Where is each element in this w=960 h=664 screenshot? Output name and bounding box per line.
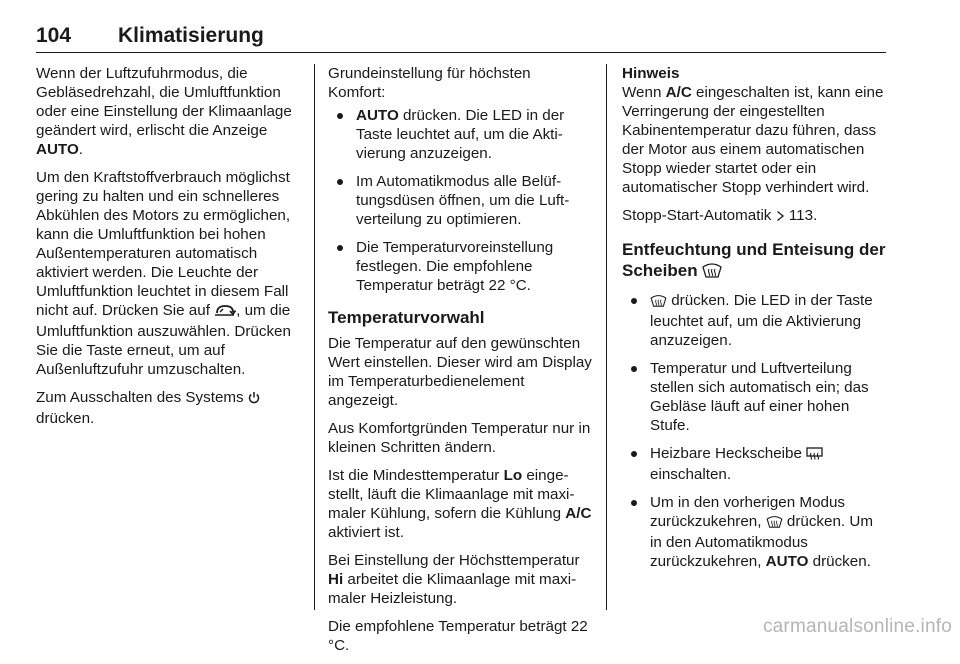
windscreen-defrost-icon <box>650 293 667 312</box>
paragraph: Wenn der Luftzufuhrmodus, die Gebläsedrehzahl, die Umluftfunktion oder eine Einstellung der Klimaanlage geändert wird, erlischt die Anzeige AUTO. <box>36 65 292 158</box>
paragraph: Bei Einstellung der Höchsttemperatur Hi arbeitet die Klimaanlage mit maximaler Heizleistung. <box>328 552 580 607</box>
section-heading: Entfeuchtung und Enteisung der Scheiben <box>622 239 888 283</box>
note-box: Hinweis Wenn A/C eingeschalten ist, kann eine Verringerung der eingestellten Kabinentemperatur dazu führen, dass der Motor aus einem automatischen Stopp wieder startet oder ein automatischer Stopp verhindert wird. <box>622 64 888 197</box>
bullet-list <box>622 291 888 571</box>
list-item: Um in den vorherigen Modus zurückzukehren, drücken. Um in den Automatikmodus zurückzukehren, AUTO drücken. <box>622 493 888 571</box>
page-reference-arrow-icon <box>776 208 785 227</box>
section-heading: Temperaturvorwahl <box>328 308 485 327</box>
list-item: Heizbare Heckscheibe einschalten. <box>622 444 888 484</box>
windscreen-defrost-icon <box>702 262 722 283</box>
recirculation-icon <box>214 303 236 322</box>
power-icon <box>248 390 260 409</box>
list-item: Die Temperaturvoreinstellung festlegen. Die empfohlene Temperatur beträgt 22 °C. <box>328 238 592 295</box>
list-item: Im Automatikmodus alle Belüftungsdüsen öffnen, um die Luftverteilung zu optimieren. <box>328 172 592 229</box>
paragraph: Aus Komfortgründen Temperatur nur in kleinen Schritten ändern. <box>328 420 591 456</box>
column-middle <box>328 64 592 664</box>
column-divider <box>314 64 315 610</box>
paragraph: Um den Kraftstoffverbrauch möglichst gering zu halten und ein schnelleres Abkühlen des Motors zu ermöglichen, kann die Umluftfunktion bei hohen Außentemperaturen automatisch aktiviert werden. Die Leuchte der Umluftfunktion leuchtet in diesem Fall nicht auf. Drücken Sie auf , um die Umluftfunktion auszuwählen. Drücken Sie die Taste erneut, um auf Außenluftzufuhr umzuschalten. <box>36 169 291 378</box>
note-title: Hinweis <box>622 65 680 82</box>
column-left <box>36 64 298 437</box>
cross-reference: Stopp-Start-Automatik 113. <box>622 206 888 227</box>
paragraph: Ist die Mindesttemperatur Lo eingestellt, läuft die Klimaanlage mit maximaler Kühlung, sofern die Kühlung A/C aktiviert ist. <box>328 467 592 541</box>
auto-label: AUTO <box>36 141 79 158</box>
rear-window-heating-icon <box>806 446 823 465</box>
column-right <box>622 64 888 580</box>
list-item: AUTO drücken. Die LED in der Taste leuchtet auf, um die Aktivierung anzuzeigen. <box>328 106 592 163</box>
paragraph: Die empfohlene Temperatur beträgt 22 °C. <box>328 618 588 654</box>
paragraph: Grundeinstellung für höchsten Komfort: <box>328 65 531 101</box>
bullet-list <box>328 106 592 295</box>
chapter-title: Klimatisierung <box>118 24 264 47</box>
page-number: 104 <box>36 24 72 47</box>
list-item: drücken. Die LED in der Taste leuchtet auf, um die Aktivierung anzuzeigen. <box>622 291 888 350</box>
column-divider <box>606 64 607 610</box>
watermark: carmanualsonline.info <box>762 616 952 637</box>
list-item: Temperatur und Luftverteilung stellen sich automatisch ein; das Gebläse läuft auf einer hohen Stufe. <box>622 359 888 435</box>
page-header <box>36 24 886 53</box>
paragraph: Zum Ausschalten des Systems drücken. <box>36 388 298 428</box>
paragraph: Die Temperatur auf den gewünschten Wert einstellen. Dieser wird am Display im Temperaturbedienelement angezeigt. <box>328 335 592 409</box>
windscreen-defrost-icon <box>766 514 783 533</box>
